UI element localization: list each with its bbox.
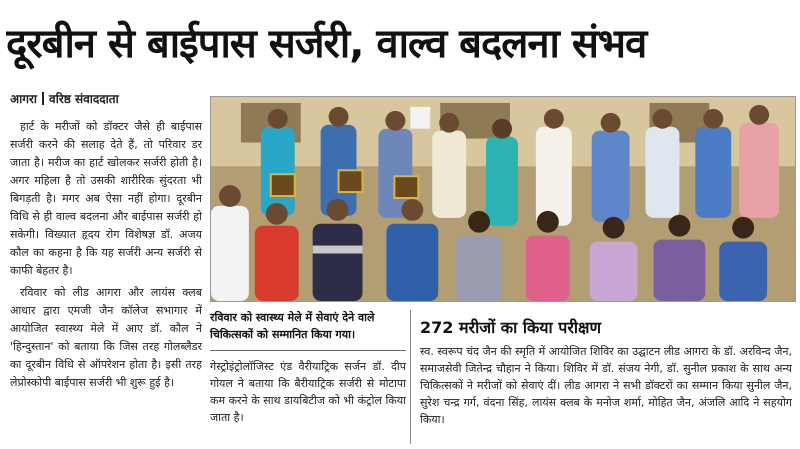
group-photo-illustration bbox=[211, 97, 795, 301]
dateline-city: आगरा bbox=[10, 92, 38, 106]
headline: दूरबीन से बाईपास सर्जरी, वाल्व बदलना संभव bbox=[6, 21, 647, 67]
subheadline: 272 मरीजों का किया परीक्षण bbox=[420, 318, 602, 337]
left-paragraph-1: हार्ट के मरीजों को डॉक्टर जैसे ही बाईपास सर्जरी करने की सलाह देते हैं, तो परिवार डर जाता है। मरीज का हार्ट खोलकर सर्जरी होती है। अगर महिला है तो उसकी शारीरिक सुंदरता भी बिगड़ती है। मगर अब ऐसा नहीं होगा। दूरबीन विधि से ही वाल्व बदलना और बाईपास सर्जरी हो सकेगी। विख्यात हृदय रोग विशेषज्ञ डॉ. अजय कौल का कहना है कि यह सर्जरी अन्य सर्जरी से काफी बेहतर है। bbox=[10, 120, 202, 277]
photo-caption: रविवार को स्वास्थ्य मेले में सेवाएं देने वाले चिकित्सकों को सम्मानित किया गया। bbox=[210, 309, 406, 351]
right-column: स्व. स्वरूप चंद जैन की स्मृति में आयोजित शिविर का उद्घाटन लीड आगरा के डॉ. अरविन्द जैन, समाजसेवी जितेन्द्र चौहान ने किया। शिविर में डॉ. संजय नेगी, डॉ. सुनील प्रकाश के साथ अन्य चिकित्सकों ने मरीजों को सेवाएं दीं। लीड आगरा ने सभी डॉक्टरों का सम्मान किया सुनील जैन, सुरेश चन्द्र गर्ग, वंदना सिंह, लायंस क्लब के मनोज शर्मा, मोहित जैन, अंजलि आदि ने सहयोग किया। bbox=[420, 345, 792, 426]
middle-column: गेस्ट्रोइंट्रोलॉजिस्ट एंड वैरीयाट्रिक सर्जन डॉ. दीप गोयल ने बताया कि बैरीयाट्रिक सर्जरी से मोटापा कम करने के साथ डायबिटीज को भी कंट्रोल किया जाता है। bbox=[210, 360, 406, 424]
group-photo bbox=[210, 96, 796, 302]
column-divider bbox=[410, 310, 411, 444]
left-paragraph-2: रविवार को लीड आगरा और लायंस क्लब आधार द्वारा एमजी जैन कॉलेज सभागार में आयोजित स्वास्थ्य मेले में आए डॉ. कौल ने 'हिन्दुस्तान' को बताया कि जिस तरह गोलब्लैडर का दूरबीन विधि से ऑपरेशन होता है। इसी तरह लेप्रोस्कोपी बाईपास सर्जरी भी शुरू हुई है। bbox=[10, 286, 202, 389]
dateline-byline: वरिष्ठ संवाददाता bbox=[49, 92, 119, 106]
dateline-separator bbox=[42, 92, 44, 105]
left-column bbox=[10, 118, 202, 446]
dateline bbox=[10, 90, 119, 110]
